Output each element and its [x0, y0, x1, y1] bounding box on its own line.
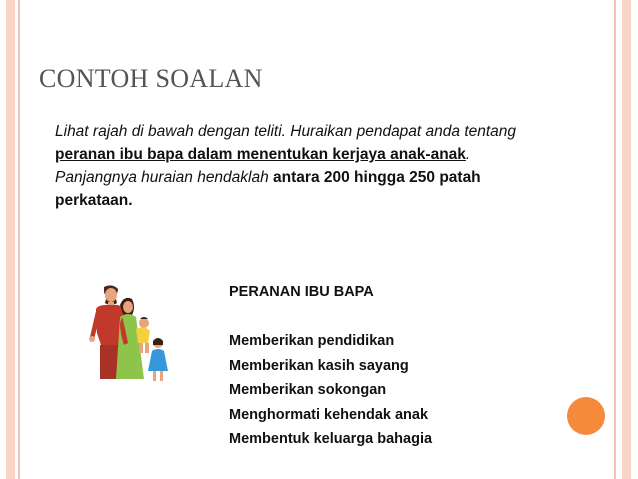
list-heading: PERANAN IBU BAPA: [229, 284, 374, 300]
list-item: Memberikan kasih sayang: [229, 358, 409, 374]
accent-circle: [567, 397, 605, 435]
slide-border-left: [6, 0, 15, 479]
slide-border-right-line: [614, 0, 616, 479]
question-part-3: . Panjangnya huraian hendaklah: [55, 146, 471, 186]
list-item: Memberikan sokongan: [229, 382, 387, 398]
question-text: [55, 120, 535, 212]
list-item: Membentuk keluarga bahagia: [229, 431, 433, 447]
list-item: Memberikan pendidikan: [229, 333, 395, 349]
slide-title: CONTOH SOALAN: [39, 64, 263, 93]
family-illustration: [84, 283, 174, 383]
slide-border-left-line: [18, 0, 20, 479]
question-part-2: peranan ibu bapa dalam menentukan kerjaya anak-anak: [55, 146, 466, 163]
list-item: Menghormati kehendak anak: [229, 407, 429, 423]
question-part-4: antara 200 hingga 250 patah perkataan.: [55, 169, 481, 209]
slide-border-right: [622, 0, 631, 479]
girl-figure: [148, 338, 168, 381]
question-part-1: Lihat rajah di bawah dengan teliti. Huraikan pendapat anda tentang: [55, 123, 517, 140]
